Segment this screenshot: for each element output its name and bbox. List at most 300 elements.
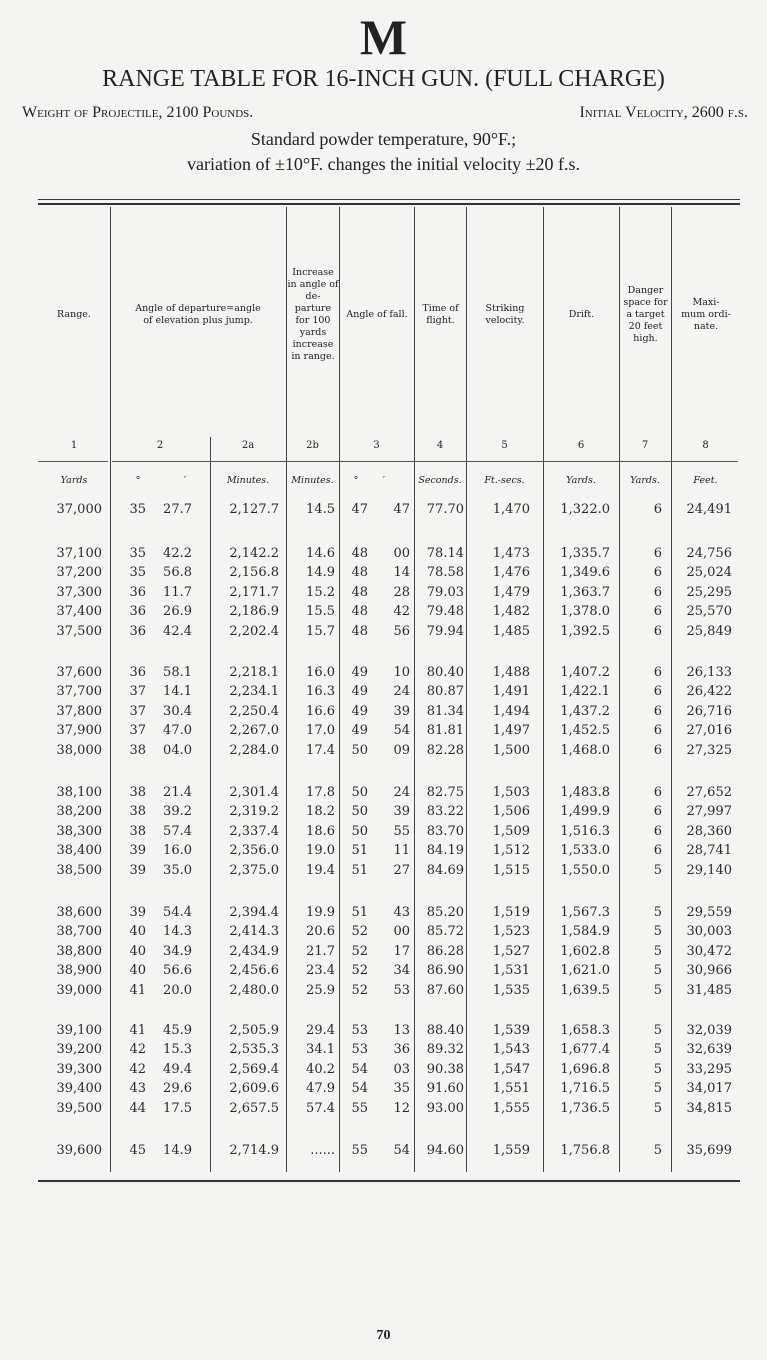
cell-departure-total: 2,337.4	[229, 823, 279, 839]
cell-max-ordinate: 27,016	[686, 723, 732, 739]
cell-departure-deg: 38	[129, 742, 146, 758]
cell-fall-min: 39	[393, 703, 410, 719]
table-row	[0, 1041, 767, 1059]
colnum-3: 3	[373, 440, 380, 451]
cell-danger-space: 6	[653, 804, 662, 820]
cell-max-ordinate: 25,849	[686, 623, 732, 639]
cell-striking-velocity: 1,491	[492, 684, 530, 700]
cell-departure-min: 29.6	[163, 1081, 192, 1097]
cell-danger-space: 5	[653, 1143, 662, 1158]
cell-departure-total: 2,218.1	[229, 665, 279, 680]
unit-dep-degree: °	[135, 475, 141, 486]
initial-velocity: Initial Velocity, 2600 f.s.	[579, 104, 748, 121]
cell-range: 38,600	[56, 905, 102, 920]
cell-increase: 19.4	[306, 862, 335, 878]
cell-range: 37,400	[56, 604, 102, 620]
table-row	[0, 1142, 767, 1160]
cell-fall-deg: 50	[351, 785, 368, 800]
cell-departure-deg: 36	[129, 665, 146, 680]
cell-fall-min: 00	[393, 546, 410, 561]
cell-max-ordinate: 24,491	[686, 502, 732, 517]
cell-departure-total: 2,234.1	[229, 684, 279, 700]
cell-range: 37,300	[56, 584, 102, 600]
cell-striking-velocity: 1,531	[492, 963, 530, 979]
section-letter: M	[359, 9, 408, 65]
table-row	[0, 1100, 767, 1118]
cell-drift: 1,696.8	[560, 1061, 610, 1077]
cell-time-of-flight: 84.69	[426, 862, 464, 878]
cell-time-of-flight: 80.40	[426, 665, 464, 680]
header-underline	[38, 461, 108, 462]
cell-increase: 34.1	[306, 1042, 335, 1058]
unit-danger: Yards.	[630, 475, 660, 486]
cell-fall-deg: 48	[351, 546, 368, 561]
cell-departure-min: 45.9	[163, 1023, 192, 1038]
cell-drift: 1,677.4	[560, 1042, 610, 1058]
cell-max-ordinate: 27,997	[686, 804, 732, 820]
cell-increase: 21.7	[306, 943, 335, 959]
cell-departure-min: 14.3	[163, 924, 192, 940]
cell-range: 38,800	[56, 943, 102, 959]
cell-fall-min: 14	[393, 565, 410, 581]
cell-time-of-flight: 87.60	[426, 982, 464, 998]
cell-drift: 1,602.8	[560, 943, 610, 959]
cell-danger-space: 5	[653, 1042, 662, 1058]
cell-departure-deg: 41	[129, 982, 146, 998]
unit-fall-minute: ′	[382, 475, 386, 486]
cell-departure-deg: 37	[129, 684, 146, 700]
colnum-4: 4	[436, 440, 444, 451]
cell-drift: 1,392.5	[560, 623, 610, 639]
table-row	[0, 803, 767, 821]
cell-fall-min: 43	[393, 905, 410, 920]
cell-increase: 15.5	[306, 604, 335, 620]
cell-fall-deg: 55	[351, 1100, 368, 1116]
cell-time-of-flight: 78.58	[426, 565, 464, 581]
cell-fall-min: 55	[393, 823, 410, 839]
cell-departure-total: 2,319.2	[229, 804, 279, 820]
cell-departure-total: 2,127.7	[229, 502, 279, 517]
table-top-rule	[38, 199, 740, 200]
cell-departure-min: 42.4	[163, 623, 192, 639]
cell-fall-deg: 54	[351, 1061, 368, 1077]
cell-striking-velocity: 1,488	[492, 665, 530, 680]
cell-striking-velocity: 1,543	[492, 1042, 530, 1058]
cell-fall-deg: 53	[351, 1042, 368, 1058]
header-striking-velocity: Striking velocity.	[485, 303, 525, 326]
cell-departure-min: 17.5	[163, 1100, 192, 1116]
cell-increase: 29.4	[306, 1023, 335, 1038]
header-increase: Increase in angle of de- parture for 100 yards increase in range.	[287, 267, 339, 362]
cell-time-of-flight: 81.81	[426, 723, 464, 739]
cell-increase: 40.2	[306, 1061, 335, 1077]
unit-increase: Minutes.	[291, 475, 334, 486]
cell-time-of-flight: 85.20	[426, 905, 464, 920]
cell-fall-min: 42	[393, 604, 410, 620]
table-row	[0, 982, 767, 1000]
cell-danger-space: 5	[653, 924, 662, 940]
cell-danger-space: 5	[653, 943, 662, 959]
cell-time-of-flight: 93.00	[426, 1100, 464, 1116]
cell-fall-min: 36	[393, 1042, 410, 1058]
cell-range: 39,200	[56, 1042, 102, 1058]
cell-increase: 17.8	[306, 785, 335, 800]
table-row	[0, 1061, 767, 1079]
cell-danger-space: 6	[653, 546, 662, 561]
table-row	[0, 842, 767, 860]
colnum-1: 1	[70, 440, 78, 451]
cell-departure-total: 2,535.3	[229, 1042, 279, 1058]
cell-range: 39,300	[56, 1061, 102, 1077]
cell-range: 38,400	[56, 843, 102, 859]
cell-drift: 1,407.2	[560, 665, 610, 680]
cell-fall-deg: 49	[351, 665, 368, 680]
cell-range: 38,700	[56, 924, 102, 940]
table-row	[0, 1080, 767, 1098]
cell-fall-min: 54	[393, 723, 410, 739]
cell-increase: 19.9	[306, 905, 335, 920]
table-row	[0, 545, 767, 563]
cell-departure-deg: 42	[129, 1042, 146, 1058]
cell-striking-velocity: 1,555	[492, 1100, 530, 1116]
cell-fall-min: 27	[393, 862, 410, 878]
cell-departure-total: 2,202.4	[229, 623, 279, 639]
cell-fall-deg: 52	[351, 943, 368, 959]
cell-range: 37,900	[56, 723, 102, 739]
cell-departure-min: 26.9	[163, 604, 192, 620]
cell-striking-velocity: 1,482	[492, 604, 530, 620]
cell-departure-deg: 42	[129, 1061, 146, 1077]
table-row	[0, 823, 767, 841]
cell-fall-min: 12	[393, 1100, 410, 1116]
cell-increase: 17.0	[306, 723, 335, 739]
cell-departure-min: 14.1	[163, 684, 192, 700]
cell-fall-min: 03	[393, 1061, 410, 1077]
cell-fall-deg: 52	[351, 924, 368, 940]
cell-departure-total: 2,156.8	[229, 565, 279, 581]
cell-fall-deg: 50	[351, 823, 368, 839]
cell-max-ordinate: 33,295	[686, 1061, 732, 1077]
cell-max-ordinate: 26,133	[686, 665, 732, 680]
cell-drift: 1,322.0	[560, 502, 610, 517]
cell-max-ordinate: 34,815	[686, 1100, 732, 1116]
cell-range: 39,100	[56, 1023, 102, 1038]
unit-fall-degree: °	[353, 475, 359, 486]
cell-range: 39,500	[56, 1100, 102, 1116]
cell-striking-velocity: 1,527	[492, 943, 530, 959]
cell-drift: 1,422.1	[560, 684, 610, 700]
cell-time-of-flight: 86.28	[426, 943, 464, 959]
cell-fall-min: 00	[393, 924, 410, 940]
cell-danger-space: 6	[653, 843, 662, 859]
cell-fall-deg: 49	[351, 703, 368, 719]
cell-fall-deg: 53	[351, 1023, 368, 1038]
cell-time-of-flight: 86.90	[426, 963, 464, 979]
cell-max-ordinate: 30,966	[686, 963, 732, 979]
table-row	[0, 664, 767, 682]
cell-increase: 18.6	[306, 823, 335, 839]
cell-departure-total: 2,356.0	[229, 843, 279, 859]
cell-fall-min: 10	[393, 665, 410, 680]
cell-danger-space: 5	[653, 963, 662, 979]
cell-range: 37,100	[56, 546, 102, 561]
cell-increase: 18.2	[306, 804, 335, 820]
cell-time-of-flight: 83.70	[426, 823, 464, 839]
colnum-2a: 2a	[241, 440, 255, 451]
cell-max-ordinate: 28,360	[686, 823, 732, 839]
header-underline	[112, 461, 738, 462]
table-row	[0, 784, 767, 802]
header-time-flight: Time of flight.	[422, 303, 459, 326]
cell-range: 39,000	[56, 982, 102, 998]
cell-fall-min: 24	[393, 785, 410, 800]
table-row	[0, 584, 767, 602]
table-row	[0, 683, 767, 701]
table-row	[0, 722, 767, 740]
cell-increase: 20.6	[306, 924, 335, 940]
cell-striking-velocity: 1,551	[492, 1081, 530, 1097]
unit-ordinate: Feet.	[693, 475, 718, 486]
cell-danger-space: 6	[653, 604, 662, 620]
cell-range: 39,400	[56, 1081, 102, 1097]
unit-dep-minute: ′	[183, 475, 187, 486]
cell-fall-deg: 48	[351, 584, 368, 600]
cell-departure-deg: 35	[129, 546, 146, 561]
cell-drift: 1,550.0	[560, 862, 610, 878]
cell-increase: 15.7	[306, 623, 335, 639]
cell-departure-total: 2,142.2	[229, 546, 279, 561]
cell-departure-deg: 40	[129, 963, 146, 979]
table-bottom-rule	[38, 1180, 740, 1182]
cell-time-of-flight: 91.60	[426, 1081, 464, 1097]
cell-fall-min: 56	[393, 623, 410, 639]
cell-drift: 1,378.0	[560, 604, 610, 620]
cell-departure-deg: 36	[129, 584, 146, 600]
cell-departure-min: 11.7	[163, 584, 192, 600]
cell-departure-total: 2,505.9	[229, 1023, 279, 1038]
cell-departure-deg: 37	[129, 723, 146, 739]
cell-departure-deg: 36	[129, 623, 146, 639]
cell-time-of-flight: 78.14	[426, 546, 464, 561]
cell-striking-velocity: 1,476	[492, 565, 530, 581]
cell-striking-velocity: 1,494	[492, 703, 530, 719]
unit-range: Yards	[60, 475, 88, 486]
note-line-2: variation of ±10°F. changes the initial velocity ±20 f.s.	[187, 154, 580, 174]
header-range: Range.	[57, 309, 91, 320]
cell-striking-velocity: 1,485	[492, 623, 530, 639]
cell-fall-deg: 52	[351, 982, 368, 998]
cell-departure-total: 2,186.9	[229, 604, 279, 620]
cell-fall-min: 54	[393, 1143, 410, 1158]
cell-time-of-flight: 77.70	[426, 502, 464, 517]
cell-danger-space: 6	[653, 785, 662, 800]
cell-drift: 1,499.9	[560, 804, 610, 820]
cell-time-of-flight: 79.03	[426, 584, 464, 600]
cell-range: 37,000	[56, 502, 102, 517]
cell-fall-deg: 48	[351, 623, 368, 639]
cell-departure-min: 42.2	[163, 546, 192, 561]
cell-fall-min: 53	[393, 982, 410, 998]
colnum-8: 8	[702, 440, 709, 451]
cell-range: 38,000	[56, 742, 102, 758]
projectile-weight: Weight of Projectile, 2100 Pounds.	[22, 104, 254, 121]
cell-fall-deg: 49	[351, 723, 368, 739]
cell-fall-min: 09	[393, 742, 410, 758]
cell-striking-velocity: 1,503	[492, 785, 530, 800]
cell-fall-min: 47	[393, 502, 410, 517]
cell-fall-deg: 52	[351, 963, 368, 979]
cell-departure-min: 39.2	[163, 804, 192, 820]
cell-departure-deg: 36	[129, 604, 146, 620]
cell-departure-deg: 44	[129, 1100, 146, 1116]
page-number: 70	[376, 1328, 391, 1343]
cell-departure-min: 54.4	[163, 905, 192, 920]
cell-departure-min: 20.0	[163, 982, 192, 998]
header-drift: Drift.	[568, 309, 595, 320]
cell-striking-velocity: 1,539	[492, 1023, 530, 1038]
cell-striking-velocity: 1,479	[492, 584, 530, 600]
cell-departure-deg: 40	[129, 924, 146, 940]
cell-time-of-flight: 85.72	[426, 924, 464, 940]
cell-range: 38,300	[56, 823, 102, 839]
note-line-1: Standard powder temperature, 90°F.;	[250, 129, 517, 149]
cell-departure-min: 47.0	[163, 723, 192, 739]
cell-danger-space: 6	[653, 502, 662, 517]
cell-danger-space: 5	[653, 1100, 662, 1116]
table-row	[0, 862, 767, 880]
cell-departure-min: 15.3	[163, 1042, 192, 1058]
cell-range: 37,600	[56, 665, 102, 680]
cell-time-of-flight: 82.28	[426, 742, 464, 758]
table-row	[0, 603, 767, 621]
cell-drift: 1,736.5	[560, 1100, 610, 1116]
cell-departure-total: 2,414.3	[229, 924, 279, 940]
cell-max-ordinate: 27,652	[686, 785, 732, 800]
cell-fall-deg: 48	[351, 565, 368, 581]
cell-departure-total: 2,250.4	[229, 703, 279, 719]
cell-drift: 1,584.9	[560, 924, 610, 940]
unit-velocity: Ft.-secs.	[484, 475, 525, 486]
cell-danger-space: 6	[653, 742, 662, 758]
table-row	[0, 501, 767, 519]
unit-dep-total: Minutes.	[226, 475, 270, 486]
cell-increase: 25.9	[306, 982, 335, 998]
cell-range: 39,600	[56, 1143, 102, 1158]
cell-departure-total: 2,267.0	[229, 723, 279, 739]
cell-danger-space: 6	[653, 723, 662, 739]
cell-drift: 1,437.2	[560, 703, 610, 719]
cell-max-ordinate: 25,570	[686, 604, 732, 620]
cell-drift: 1,533.0	[560, 843, 610, 859]
cell-time-of-flight: 84.19	[426, 843, 464, 859]
cell-striking-velocity: 1,515	[492, 862, 530, 878]
cell-range: 37,700	[56, 684, 102, 700]
cell-max-ordinate: 29,140	[686, 862, 732, 878]
cell-drift: 1,468.0	[560, 742, 610, 758]
cell-time-of-flight: 82.75	[426, 785, 464, 800]
cell-departure-min: 56.8	[163, 565, 192, 581]
cell-fall-deg: 50	[351, 742, 368, 758]
cell-drift: 1,621.0	[560, 963, 610, 979]
cell-departure-deg: 35	[129, 502, 146, 517]
cell-time-of-flight: 94.60	[426, 1143, 464, 1158]
header-angle-departure: Angle of departure=angle of elevation plus jump.	[135, 303, 261, 326]
cell-range: 37,500	[56, 623, 102, 639]
cell-max-ordinate: 29,559	[686, 905, 732, 920]
cell-max-ordinate: 28,741	[686, 843, 732, 859]
cell-time-of-flight: 81.34	[426, 703, 464, 719]
cell-fall-deg: 51	[351, 905, 368, 920]
cell-danger-space: 5	[653, 862, 662, 878]
cell-fall-deg: 49	[351, 684, 368, 700]
cell-range: 37,200	[56, 565, 102, 581]
cell-departure-deg: 38	[129, 804, 146, 820]
cell-departure-min: 49.4	[163, 1061, 192, 1077]
cell-striking-velocity: 1,470	[492, 502, 530, 517]
cell-danger-space: 5	[653, 1023, 662, 1038]
cell-departure-total: 2,480.0	[229, 982, 279, 998]
cell-drift: 1,516.3	[560, 823, 610, 839]
cell-max-ordinate: 26,422	[686, 684, 732, 700]
cell-max-ordinate: 26,716	[686, 703, 732, 719]
cell-departure-deg: 39	[129, 843, 146, 859]
cell-fall-min: 34	[393, 963, 410, 979]
cell-danger-space: 5	[653, 905, 662, 920]
cell-departure-deg: 41	[129, 1023, 146, 1038]
cell-striking-velocity: 1,473	[492, 546, 530, 561]
cell-departure-min: 04.0	[163, 742, 192, 758]
cell-danger-space: 5	[653, 1081, 662, 1097]
table-row	[0, 923, 767, 941]
table-row	[0, 564, 767, 582]
table-row	[0, 703, 767, 721]
cell-fall-min: 13	[393, 1023, 410, 1038]
cell-danger-space: 5	[653, 982, 662, 998]
unit-drift: Yards.	[566, 475, 596, 486]
cell-drift: 1,716.5	[560, 1081, 610, 1097]
cell-fall-deg: 48	[351, 604, 368, 620]
cell-drift: 1,452.5	[560, 723, 610, 739]
cell-departure-total: 2,714.9	[229, 1143, 279, 1158]
cell-time-of-flight: 88.40	[426, 1023, 464, 1038]
cell-striking-velocity: 1,509	[492, 823, 530, 839]
cell-drift: 1,567.3	[560, 905, 610, 920]
cell-max-ordinate: 30,003	[686, 924, 732, 940]
cell-departure-min: 58.1	[163, 665, 192, 680]
colnum-2b: 2b	[306, 440, 319, 451]
cell-range: 37,800	[56, 703, 102, 719]
cell-departure-deg: 40	[129, 943, 146, 959]
cell-departure-deg: 38	[129, 785, 146, 800]
cell-time-of-flight: 79.94	[426, 623, 464, 639]
cell-max-ordinate: 35,699	[686, 1143, 732, 1158]
cell-striking-velocity: 1,535	[492, 982, 530, 998]
cell-max-ordinate: 32,039	[686, 1023, 732, 1038]
cell-increase: 14.5	[306, 502, 335, 517]
cell-departure-min: 30.4	[163, 703, 192, 719]
cell-time-of-flight: 79.48	[426, 604, 464, 620]
cell-max-ordinate: 25,024	[686, 565, 732, 581]
cell-striking-velocity: 1,547	[492, 1061, 530, 1077]
cell-departure-deg: 45	[129, 1143, 146, 1158]
cell-striking-velocity: 1,519	[492, 905, 530, 920]
cell-increase: 15.2	[306, 584, 335, 600]
cell-departure-total: 2,171.7	[229, 584, 279, 600]
cell-striking-velocity: 1,497	[492, 723, 530, 739]
cell-drift: 1,658.3	[560, 1023, 610, 1038]
cell-fall-deg: 47	[351, 502, 368, 517]
cell-danger-space: 6	[653, 665, 662, 680]
